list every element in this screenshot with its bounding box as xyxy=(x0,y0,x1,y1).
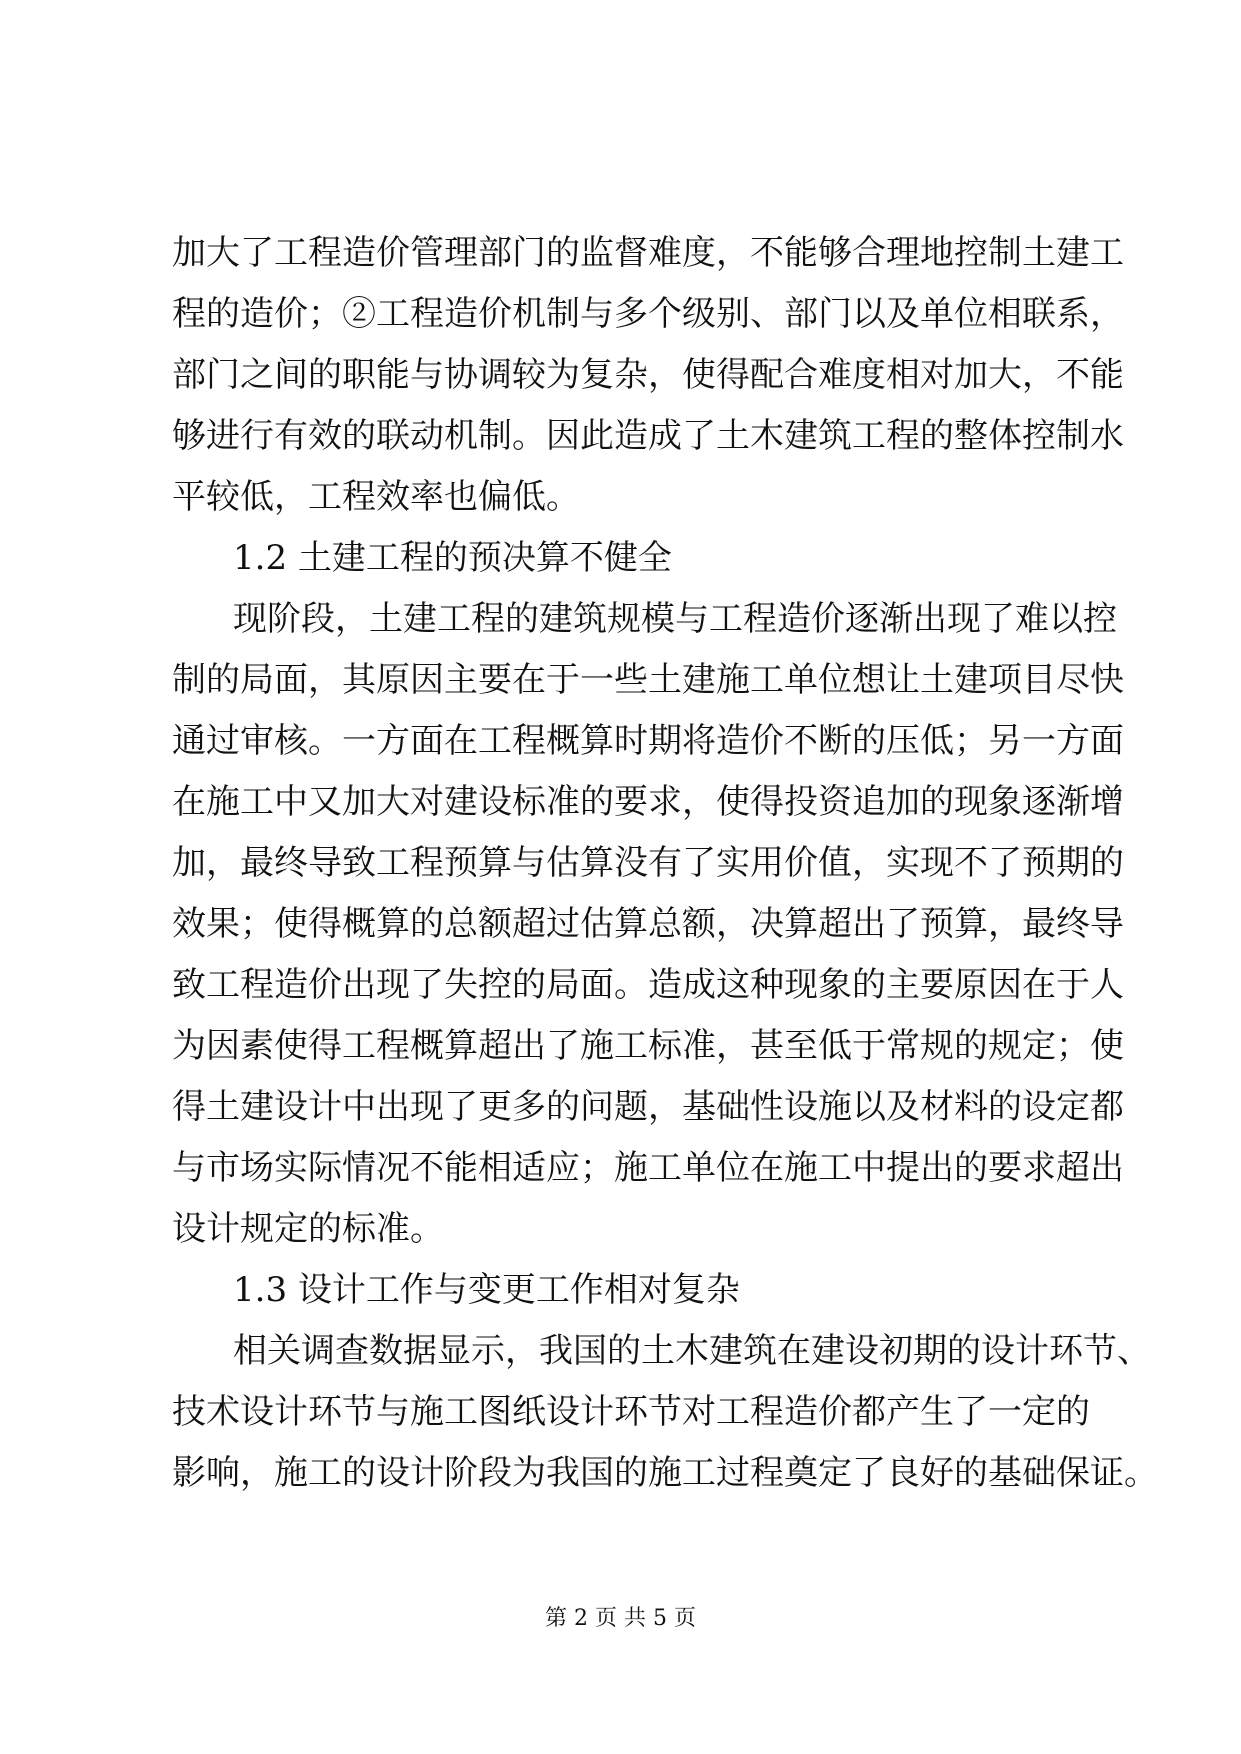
text-line: 加，最终导致工程预算与估算没有了实用价值，实现不了预期的 xyxy=(172,843,1124,883)
text-line: 得土建设计中出现了更多的问题，基础性设施以及材料的设定都 xyxy=(172,1087,1124,1127)
text-line: 影响，施工的设计阶段为我国的施工过程奠定了良好的基础保证。 xyxy=(172,1453,1158,1493)
text-line: 部门之间的职能与协调较为复杂，使得配合难度相对加大，不能 xyxy=(172,355,1124,395)
text-line: 通过审核。一方面在工程概算时期将造价不断的压低；另一方面 xyxy=(172,721,1124,761)
text-line: 平较低，工程效率也偏低。 xyxy=(172,477,580,517)
text-line: 设计规定的标准。 xyxy=(172,1209,444,1249)
page-footer: 第 2 页 共 5 页 xyxy=(545,1606,696,1631)
text-line: 加大了工程造价管理部门的监督难度，不能够合理地控制土建工 xyxy=(172,233,1124,273)
text-line: 与市场实际情况不能相适应；施工单位在施工中提出的要求超出 xyxy=(172,1148,1124,1188)
section-heading: 1.3 设计工作与变更工作相对复杂 xyxy=(233,1270,740,1310)
text-line: 为因素使得工程概算超出了施工标准，甚至低于常规的规定；使 xyxy=(172,1026,1124,1066)
text-line: 在施工中又加大对建设标准的要求，使得投资追加的现象逐渐增 xyxy=(172,782,1124,822)
text-line: 现阶段，土建工程的建筑规模与工程造价逐渐出现了难以控 xyxy=(233,599,1117,639)
text-line: 致工程造价出现了失控的局面。造成这种现象的主要原因在于人 xyxy=(172,965,1124,1005)
text-line: 相关调查数据显示，我国的土木建筑在建设初期的设计环节、 xyxy=(233,1331,1151,1371)
text-line: 技术设计环节与施工图纸设计环节对工程造价都产生了一定的 xyxy=(172,1392,1090,1432)
text-line: 效果；使得概算的总额超过估算总额，决算超出了预算，最终导 xyxy=(172,904,1124,944)
body-text xyxy=(172,223,1158,1504)
text-line: 够进行有效的联动机制。因此造成了土木建筑工程的整体控制水 xyxy=(172,416,1124,456)
text-line: 制的局面，其原因主要在于一些土建施工单位想让土建项目尽快 xyxy=(172,660,1124,700)
text-line: 程的造价；②工程造价机制与多个级别、部门以及单位相联系， xyxy=(172,294,1124,334)
section-heading: 1.2 土建工程的预决算不健全 xyxy=(233,538,672,578)
